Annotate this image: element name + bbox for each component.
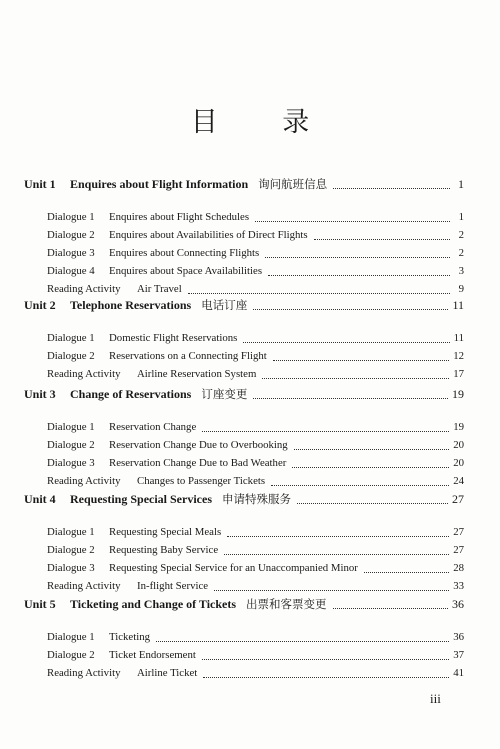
dot-leader [224, 553, 449, 555]
page-title: 目 录 [190, 107, 338, 138]
item-page-number: 3 [458, 265, 464, 277]
unit-title-chinese: 询问航班信息 [258, 177, 328, 191]
dot-leader [364, 571, 449, 573]
item-title: Changes to Passenger Tickets [137, 475, 266, 487]
unit-page-number: 36 [452, 597, 464, 611]
item-label: Reading Activity [47, 580, 121, 592]
toc-item-entry[interactable] [47, 349, 464, 364]
page-number: iii [430, 691, 441, 706]
toc-item-entry[interactable] [47, 228, 464, 243]
dot-leader [294, 448, 449, 450]
toc-unit-entry[interactable] [24, 298, 464, 313]
item-title: Ticket Endorsement [109, 649, 196, 661]
toc-item-entry[interactable] [47, 210, 464, 225]
item-page-number: 41 [453, 667, 464, 679]
dot-leader [262, 377, 449, 379]
toc-item-entry[interactable] [47, 579, 464, 594]
item-label: Dialogue 2 [47, 439, 95, 451]
unit-title-chinese: 订座变更 [201, 387, 248, 401]
item-label: Dialogue 1 [47, 421, 95, 433]
item-page-number: 9 [458, 283, 464, 295]
item-label: Dialogue 4 [47, 265, 95, 277]
toc-item-entry[interactable] [47, 246, 464, 261]
unit-number: Unit 3 [24, 387, 56, 401]
item-label: Dialogue 1 [47, 526, 95, 538]
item-page-number: 24 [453, 475, 464, 487]
dot-leader [333, 187, 450, 189]
dot-leader [268, 274, 450, 276]
item-label: Dialogue 1 [47, 631, 95, 643]
item-title: Airline Ticket [137, 667, 198, 679]
item-title: Requesting Special Service for an Unaccompanied Minor [109, 562, 358, 574]
item-title: Enquires about Space Availabilities [109, 265, 263, 277]
item-title: Enquires about Availabilities of Direct Flights [109, 229, 308, 241]
dot-leader [214, 589, 449, 591]
dot-leader [202, 430, 449, 432]
item-page-number: 2 [458, 229, 464, 241]
toc-unit-entry[interactable] [24, 597, 464, 612]
item-page-number: 27 [453, 526, 464, 538]
dot-leader [243, 341, 449, 343]
toc-item-entry[interactable] [47, 282, 464, 297]
unit-title: Telephone Reservations [70, 298, 192, 312]
item-label: Dialogue 3 [47, 457, 95, 469]
item-label: Dialogue 2 [47, 350, 95, 362]
item-label: Dialogue 2 [47, 229, 95, 241]
item-page-number: 11 [453, 332, 464, 344]
item-label: Dialogue 2 [47, 544, 95, 556]
toc-unit-entry[interactable] [24, 387, 464, 402]
item-title: Air Travel [137, 283, 182, 295]
dot-leader [203, 676, 449, 678]
toc-item-entry[interactable] [47, 456, 464, 471]
item-title: Domestic Flight Reservations [109, 332, 238, 344]
dot-leader [253, 397, 448, 399]
item-title: Requesting Special Meals [109, 526, 222, 538]
item-title: Ticketing [109, 631, 150, 643]
toc-unit-entry[interactable] [24, 177, 464, 192]
toc-item-entry[interactable] [47, 543, 464, 558]
toc-item-entry[interactable] [47, 331, 464, 346]
toc-item-entry[interactable] [47, 666, 464, 681]
toc-item-entry[interactable] [47, 420, 464, 435]
item-title: Enquires about Connecting Flights [109, 247, 260, 259]
item-title: Reservations on a Connecting Flight [109, 350, 267, 362]
unit-title: Change of Reservations [70, 387, 192, 401]
item-title: In-flight Service [137, 580, 209, 592]
unit-page-number: 1 [458, 177, 464, 191]
dot-leader [273, 359, 449, 361]
unit-number: Unit 4 [24, 492, 56, 506]
item-label: Reading Activity [47, 667, 121, 679]
item-label: Dialogue 3 [47, 562, 95, 574]
unit-number: Unit 2 [24, 298, 56, 312]
toc-item-entry[interactable] [47, 474, 464, 489]
item-title: Requesting Baby Service [109, 544, 219, 556]
item-page-number: 33 [453, 580, 464, 592]
dot-leader [314, 238, 450, 240]
item-label: Dialogue 1 [47, 211, 95, 223]
toc-item-entry[interactable] [47, 264, 464, 279]
item-title: Reservation Change Due to Bad Weather [109, 457, 287, 469]
item-title: Enquires about Flight Schedules [109, 211, 250, 223]
dot-leader [202, 658, 449, 660]
item-label: Reading Activity [47, 475, 121, 487]
unit-title-chinese: 电话订座 [201, 298, 248, 312]
unit-page-number: 27 [452, 492, 464, 506]
item-label: Dialogue 3 [47, 247, 95, 259]
dot-leader [255, 220, 450, 222]
item-page-number: 1 [458, 211, 464, 223]
dot-leader [227, 535, 449, 537]
item-label: Reading Activity [47, 283, 121, 295]
item-page-number: 36 [453, 631, 464, 643]
dot-leader [253, 308, 448, 310]
item-page-number: 20 [453, 439, 464, 451]
item-title: Reservation Change Due to Overbooking [109, 439, 288, 451]
item-page-number: 12 [453, 350, 464, 362]
item-page-number: 17 [453, 368, 464, 380]
toc-unit-entry[interactable] [24, 492, 464, 507]
dot-leader [333, 607, 448, 609]
toc-item-entry[interactable] [47, 525, 464, 540]
unit-title: Enquires about Flight Information [70, 177, 249, 191]
dot-leader [297, 502, 448, 504]
dot-leader [188, 292, 450, 294]
item-page-number: 20 [453, 457, 464, 469]
item-page-number: 2 [458, 247, 464, 259]
unit-title: Ticketing and Change of Tickets [70, 597, 237, 611]
dot-leader [271, 484, 449, 486]
toc-item-entry[interactable] [47, 367, 464, 382]
item-label: Dialogue 2 [47, 649, 95, 661]
toc-item-entry[interactable] [47, 561, 464, 576]
unit-title-chinese: 出票和客票变更 [246, 597, 327, 611]
unit-number: Unit 1 [24, 177, 56, 191]
item-page-number: 27 [453, 544, 464, 556]
item-page-number: 37 [453, 649, 464, 661]
toc-item-entry[interactable] [47, 648, 464, 663]
item-label: Reading Activity [47, 368, 121, 380]
unit-title: Requesting Special Services [70, 492, 212, 506]
item-label: Dialogue 1 [47, 332, 95, 344]
dot-leader [292, 466, 449, 468]
toc-item-entry[interactable] [47, 438, 464, 453]
item-title: Reservation Change [109, 421, 197, 433]
unit-title-chinese: 申请特殊服务 [222, 492, 291, 506]
dot-leader [156, 640, 449, 642]
toc-item-entry[interactable] [47, 630, 464, 645]
unit-page-number: 11 [452, 298, 464, 312]
item-page-number: 19 [453, 421, 464, 433]
item-page-number: 28 [453, 562, 464, 574]
dot-leader [265, 256, 450, 258]
unit-number: Unit 5 [24, 597, 56, 611]
unit-page-number: 19 [452, 387, 464, 401]
item-title: Airline Reservation System [137, 368, 257, 380]
